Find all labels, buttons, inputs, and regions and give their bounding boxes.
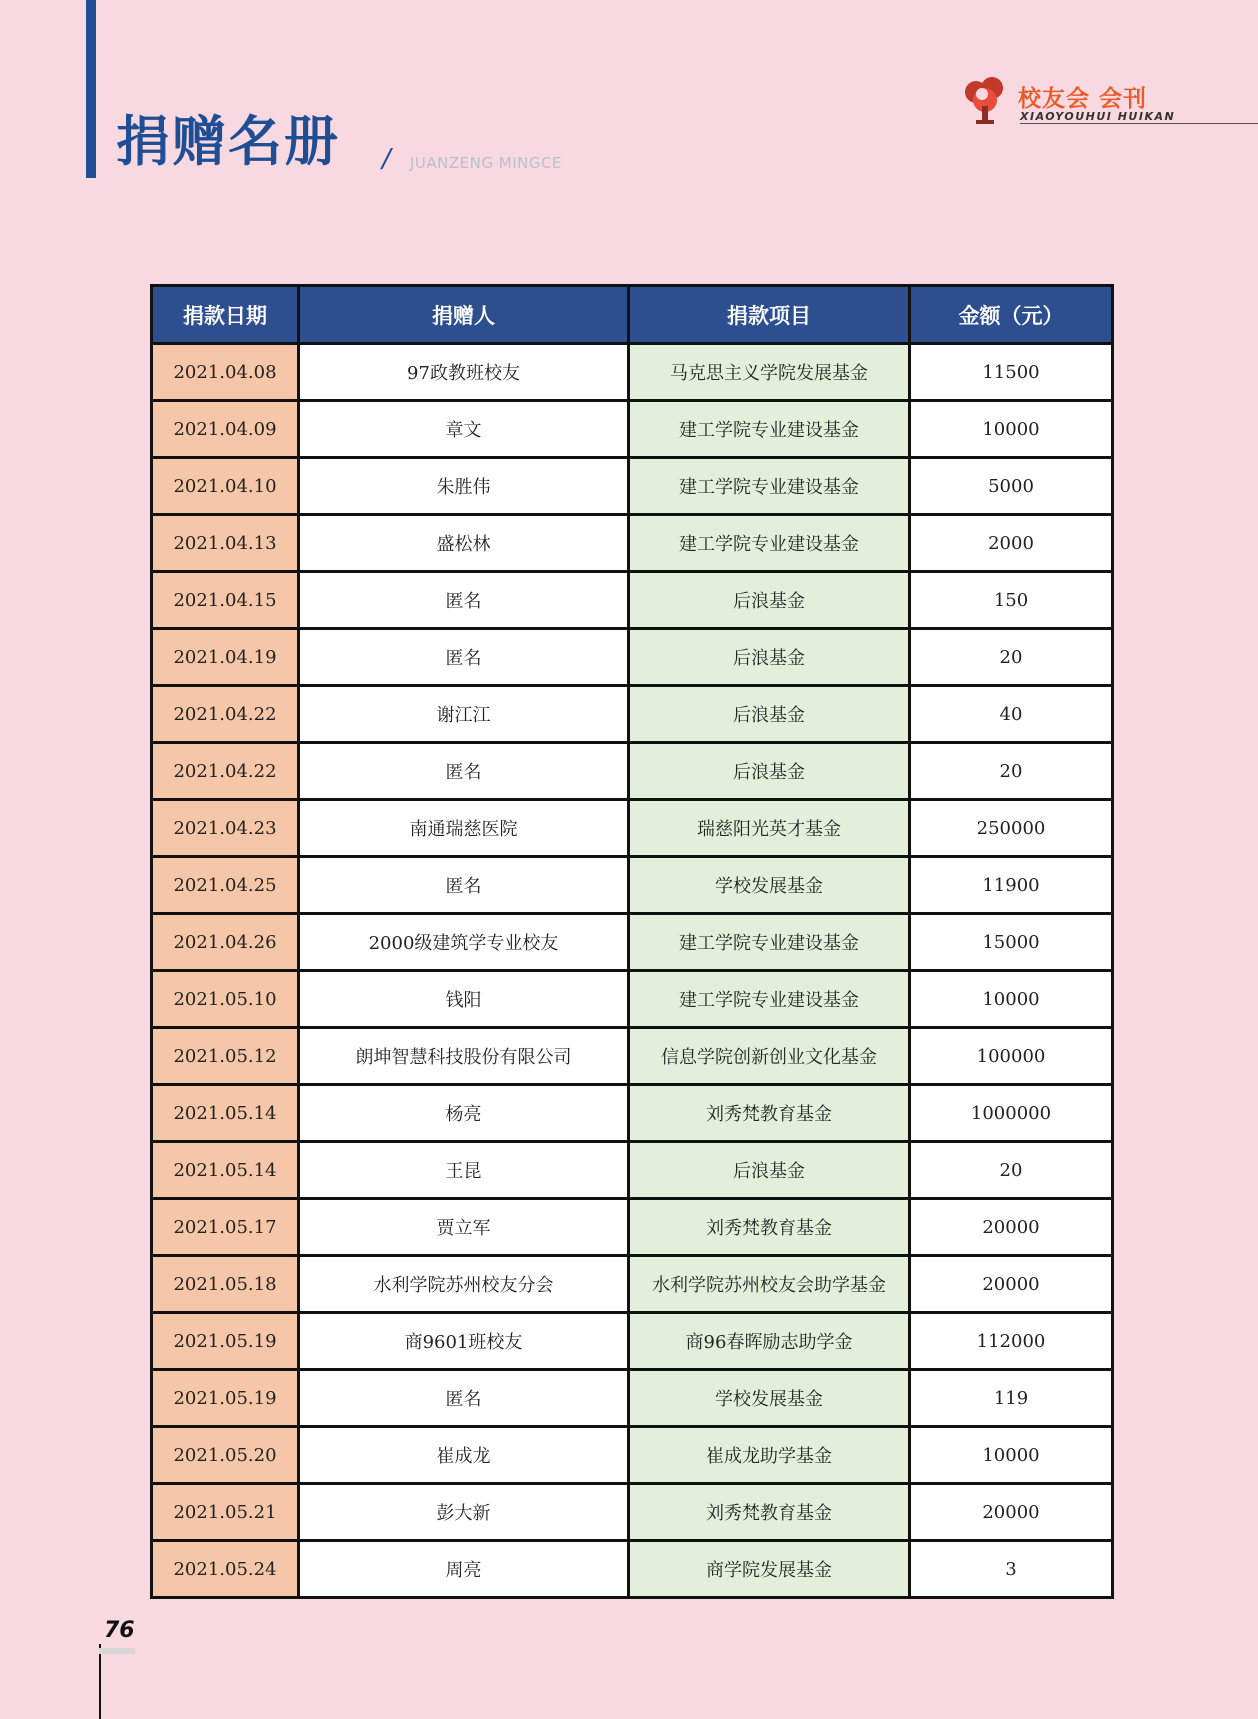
project-cell: 后浪基金 [629, 629, 910, 686]
project-cell: 后浪基金 [629, 1142, 910, 1199]
donor-cell: 杨亮 [299, 1085, 629, 1142]
date-cell: 2021.04.15 [152, 572, 299, 629]
project-cell: 后浪基金 [629, 743, 910, 800]
donor-cell: 崔成龙 [299, 1427, 629, 1484]
amount-cell: 10000 [910, 1427, 1113, 1484]
donor-cell: 匿名 [299, 857, 629, 914]
project-cell: 后浪基金 [629, 686, 910, 743]
donor-cell: 王昆 [299, 1142, 629, 1199]
donor-cell: 南通瑞慈医院 [299, 800, 629, 857]
donor-cell: 彭大新 [299, 1484, 629, 1541]
table-row [152, 344, 1113, 401]
table-row [152, 629, 1113, 686]
amount-cell: 20 [910, 629, 1113, 686]
amount-cell: 112000 [910, 1313, 1113, 1370]
column-header-date: 捐款日期 [152, 286, 299, 344]
amount-cell: 20000 [910, 1199, 1113, 1256]
project-cell: 信息学院创新创业文化基金 [629, 1028, 910, 1085]
project-cell: 刘秀梵教育基金 [629, 1484, 910, 1541]
date-cell: 2021.05.20 [152, 1427, 299, 1484]
table-row [152, 971, 1113, 1028]
table-row [152, 686, 1113, 743]
date-cell: 2021.04.10 [152, 458, 299, 515]
table-row [152, 1427, 1113, 1484]
donor-cell: 匿名 [299, 743, 629, 800]
donor-cell: 章文 [299, 401, 629, 458]
project-cell: 建工学院专业建设基金 [629, 914, 910, 971]
amount-cell: 1000000 [910, 1085, 1113, 1142]
date-cell: 2021.05.18 [152, 1256, 299, 1313]
project-cell: 建工学院专业建设基金 [629, 971, 910, 1028]
brand-divider [1020, 123, 1258, 124]
donor-cell: 97政教班校友 [299, 344, 629, 401]
date-cell: 2021.05.19 [152, 1313, 299, 1370]
amount-cell: 40 [910, 686, 1113, 743]
amount-cell: 2000 [910, 515, 1113, 572]
corner-line [99, 1644, 101, 1719]
date-cell: 2021.04.22 [152, 743, 299, 800]
amount-cell: 20 [910, 743, 1113, 800]
page-title-pinyin: JUANZENG MINGCE [410, 154, 562, 172]
date-cell: 2021.05.21 [152, 1484, 299, 1541]
donor-cell: 2000级建筑学专业校友 [299, 914, 629, 971]
project-cell: 瑞慈阳光英才基金 [629, 800, 910, 857]
table-row [152, 857, 1113, 914]
brand-pinyin: XIAOYOUHUI HUIKAN [1020, 110, 1176, 123]
column-header-project: 捐款项目 [629, 286, 910, 344]
table-row [152, 1199, 1113, 1256]
date-cell: 2021.04.13 [152, 515, 299, 572]
amount-cell: 10000 [910, 401, 1113, 458]
column-header-amount: 金额（元） [910, 286, 1113, 344]
date-cell: 2021.04.25 [152, 857, 299, 914]
table-row [152, 1484, 1113, 1541]
tree-logo-icon [958, 74, 1012, 128]
table-row [152, 458, 1113, 515]
date-cell: 2021.04.26 [152, 914, 299, 971]
accent-bar [86, 0, 96, 178]
date-cell: 2021.05.17 [152, 1199, 299, 1256]
table-row [152, 1028, 1113, 1085]
donor-cell: 周亮 [299, 1541, 629, 1598]
page-title: 捐赠名册 [116, 110, 340, 173]
project-cell: 刘秀梵教育基金 [629, 1199, 910, 1256]
donor-cell: 匿名 [299, 572, 629, 629]
table-row [152, 1085, 1113, 1142]
amount-cell: 20000 [910, 1256, 1113, 1313]
donor-cell: 水利学院苏州校友分会 [299, 1256, 629, 1313]
brand-name: 校友会 会刊 [1018, 86, 1148, 112]
donor-cell: 朱胜伟 [299, 458, 629, 515]
table-header-row [152, 286, 1113, 344]
donor-cell: 商9601班校友 [299, 1313, 629, 1370]
amount-cell: 11500 [910, 344, 1113, 401]
table-row [152, 1142, 1113, 1199]
donor-cell: 贾立军 [299, 1199, 629, 1256]
amount-cell: 3 [910, 1541, 1113, 1598]
date-cell: 2021.04.19 [152, 629, 299, 686]
project-cell: 建工学院专业建设基金 [629, 458, 910, 515]
date-cell: 2021.04.23 [152, 800, 299, 857]
donor-cell: 盛松林 [299, 515, 629, 572]
amount-cell: 11900 [910, 857, 1113, 914]
donation-table [150, 284, 1114, 1599]
amount-cell: 250000 [910, 800, 1113, 857]
date-cell: 2021.04.08 [152, 344, 299, 401]
amount-cell: 150 [910, 572, 1113, 629]
table-row [152, 743, 1113, 800]
donor-cell: 匿名 [299, 629, 629, 686]
table-row [152, 1541, 1113, 1598]
donor-cell: 谢江江 [299, 686, 629, 743]
date-cell: 2021.05.12 [152, 1028, 299, 1085]
table-row [152, 914, 1113, 971]
amount-cell: 20000 [910, 1484, 1113, 1541]
donor-cell: 朗坤智慧科技股份有限公司 [299, 1028, 629, 1085]
date-cell: 2021.05.14 [152, 1142, 299, 1199]
date-cell: 2021.05.14 [152, 1085, 299, 1142]
table-row [152, 515, 1113, 572]
project-cell: 学校发展基金 [629, 857, 910, 914]
title-separator: / [382, 144, 391, 174]
project-cell: 后浪基金 [629, 572, 910, 629]
project-cell: 建工学院专业建设基金 [629, 401, 910, 458]
project-cell: 水利学院苏州校友会助学基金 [629, 1256, 910, 1313]
date-cell: 2021.05.10 [152, 971, 299, 1028]
project-cell: 商96春晖励志助学金 [629, 1313, 910, 1370]
amount-cell: 15000 [910, 914, 1113, 971]
page-number: 76 [104, 1618, 135, 1643]
date-cell: 2021.05.19 [152, 1370, 299, 1427]
table-row [152, 1256, 1113, 1313]
amount-cell: 20 [910, 1142, 1113, 1199]
project-cell: 建工学院专业建设基金 [629, 515, 910, 572]
table-row [152, 401, 1113, 458]
corner-accent [99, 1648, 135, 1654]
donor-cell: 匿名 [299, 1370, 629, 1427]
project-cell: 学校发展基金 [629, 1370, 910, 1427]
table-row [152, 1370, 1113, 1427]
table-row [152, 572, 1113, 629]
project-cell: 马克思主义学院发展基金 [629, 344, 910, 401]
amount-cell: 10000 [910, 971, 1113, 1028]
project-cell: 商学院发展基金 [629, 1541, 910, 1598]
date-cell: 2021.04.09 [152, 401, 299, 458]
amount-cell: 119 [910, 1370, 1113, 1427]
amount-cell: 5000 [910, 458, 1113, 515]
donor-cell: 钱阳 [299, 971, 629, 1028]
date-cell: 2021.05.24 [152, 1541, 299, 1598]
column-header-donor: 捐赠人 [299, 286, 629, 344]
table-row [152, 800, 1113, 857]
project-cell: 刘秀梵教育基金 [629, 1085, 910, 1142]
date-cell: 2021.04.22 [152, 686, 299, 743]
amount-cell: 100000 [910, 1028, 1113, 1085]
table-row [152, 1313, 1113, 1370]
project-cell: 崔成龙助学基金 [629, 1427, 910, 1484]
